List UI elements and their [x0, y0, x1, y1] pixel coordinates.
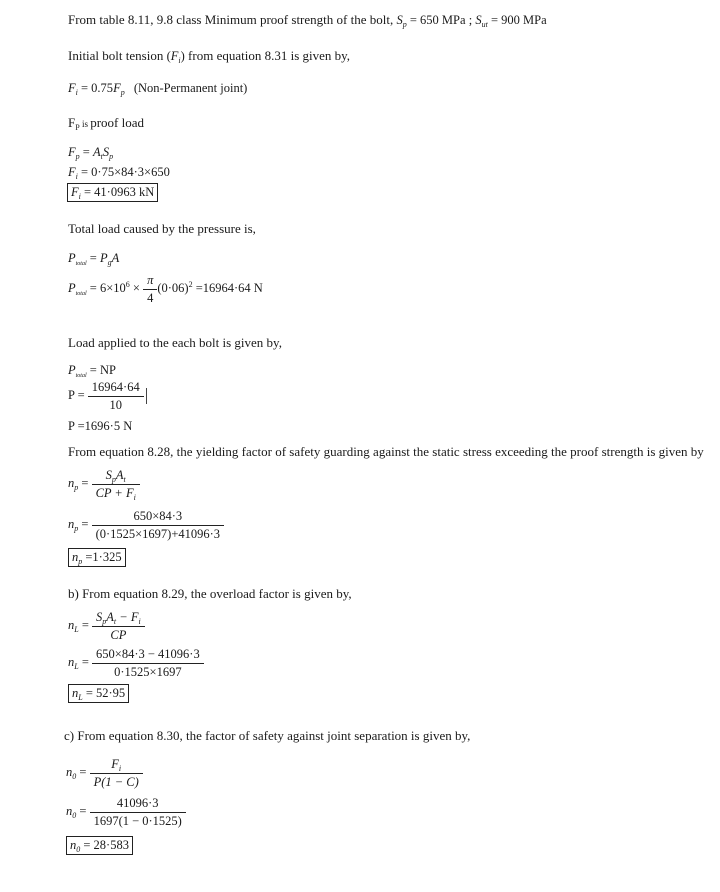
load-each-bolt-heading: Load applied to the each bolt is given by, — [68, 335, 282, 350]
eq-fi-formula: $F_i = 0.75F_p$ (Non-Permanent joint) — [68, 81, 248, 97]
eq-p-fraction: P = $\frac{16964\cdot 64}{10}$ — [68, 381, 147, 411]
eq-n0-numeric: $n_0$ = $\frac{41096\cdot 3}{1697(1 - 0\cdot 1525)}$ — [66, 797, 186, 827]
eq-nl-numeric: $n_L$ = $\frac{650\times 84\cdot 3 - 41096\cdot 3}{0\cdot 1525\times 1697}$ — [68, 648, 204, 678]
eq-fp: $F_p = A_tS_p$ — [68, 145, 114, 161]
proof-load-definition: $F_P$ is proof load — [68, 115, 144, 132]
yielding-factor-heading: From equation 8.28, the yielding factor of safety guarding against the static stress exceeding the proof strength is given by — [68, 444, 704, 459]
fi-result-box: $F_i = 41\cdot 0963$ kN — [67, 183, 158, 202]
proof-strength-statement: From table 8.11, 9.8 class Minimum proof strength of the bolt, $S_p = 650$ MPa ; $S_{ut} = 900$ MPa — [68, 12, 547, 29]
eq-p-value: P =1696·5 N — [68, 419, 133, 433]
overload-factor-heading: b) From equation 8.29, the overload factor is given by, — [68, 586, 352, 601]
eq-ptotal-np: $P_{total}$ = NP — [68, 363, 116, 379]
text-cursor — [146, 388, 147, 404]
eq-np-numeric: $n_p$ = $\frac{650\times 84\cdot 3}{(0\cdot 1525\times 1697)+41096\cdot 3}$ — [68, 510, 224, 540]
nl-result-box: $n_L = 52\cdot 95$ — [68, 684, 129, 703]
total-load-heading: Total load caused by the pressure is, — [68, 221, 256, 236]
eq-ptotal-symbolic: $P_{total} = P_gA$ — [68, 251, 120, 267]
np-result-box: $n_p =1\cdot 325$ — [68, 548, 126, 567]
eq-nl-symbolic: $n_L$ = $\frac{S_pA_t - F_i}{CP}$ — [68, 611, 145, 641]
initial-tension-heading: Initial bolt tension $(F_i)$ from equation 8.31 is given by, — [68, 48, 351, 65]
n0-result-box: $n_0 = 28\cdot 583$ — [66, 836, 133, 855]
eq-np-symbolic: $n_p$ = $\frac{S_pA_t}{CP + F_i}$ — [68, 469, 140, 499]
eq-n0-symbolic: $n_0$ = $\frac{F_i}{P(1 - C)}$ — [66, 758, 143, 788]
eq-fi-numeric: $F_i = 0\cdot 75\times 84\cdot 3\times 650$ — [68, 165, 170, 181]
eq-ptotal-numeric: $P_{total} = 6\times 10^6$ × $\frac{\pi}{4}$ $(0\cdot 06)^2 =16964\cdot 64$ N — [68, 273, 263, 305]
joint-separation-heading: c) From equation 8.30, the factor of safety against joint separation is given by, — [64, 728, 471, 743]
